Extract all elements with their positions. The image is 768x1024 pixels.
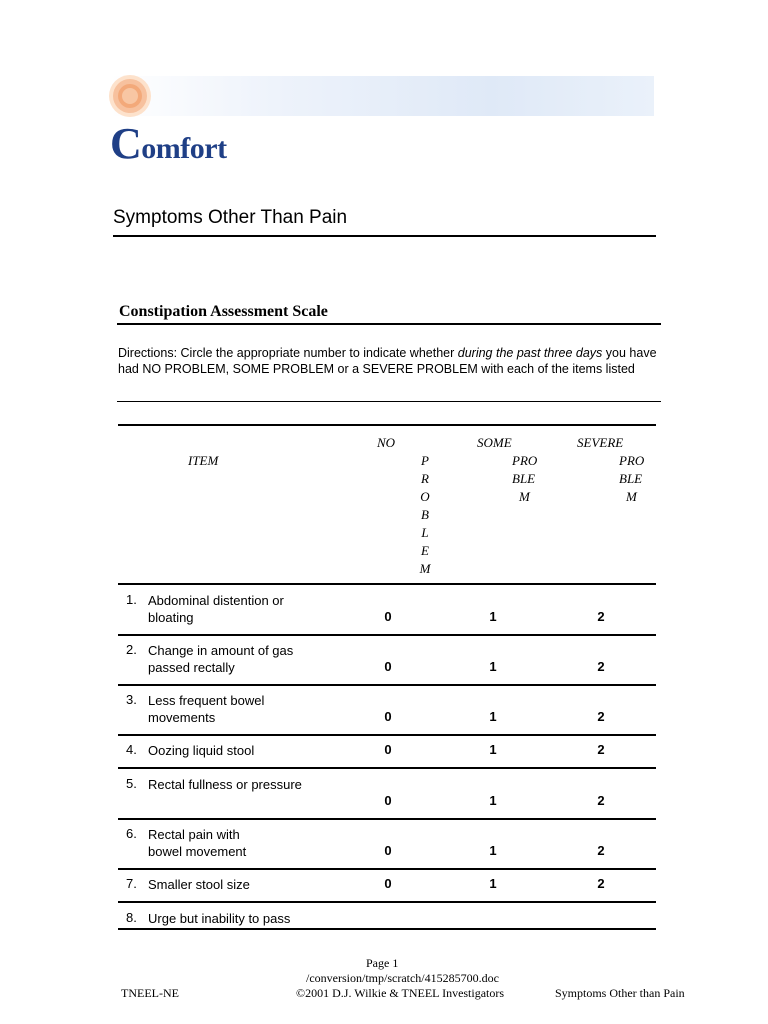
header-letter: M	[626, 489, 637, 504]
divider	[117, 401, 661, 402]
row-item-text	[148, 910, 290, 927]
table-row	[118, 910, 656, 928]
divider	[117, 323, 661, 325]
header-letter: P	[421, 453, 429, 468]
divider	[113, 235, 656, 237]
brand-logo: Comfort	[110, 119, 227, 168]
header-some: SOME	[477, 435, 512, 450]
header-letter: B	[421, 507, 429, 522]
item-line: Rectal pain with	[148, 827, 240, 842]
row-divider	[118, 684, 656, 686]
footer-file-path: /conversion/tmp/scratch/415285700.doc	[306, 971, 499, 985]
header-letter: M	[419, 561, 431, 576]
row-number: 7.	[126, 876, 137, 891]
row-number: 2.	[126, 642, 137, 657]
score-option[interactable]: 1	[489, 742, 497, 757]
table-row	[118, 642, 656, 684]
table-row	[118, 776, 656, 818]
row-number: 4.	[126, 742, 137, 757]
header-letter: O	[420, 489, 430, 504]
table-top-border	[118, 424, 656, 426]
sun-logo-icon	[107, 73, 153, 119]
header-letter: E	[421, 543, 429, 558]
footer-left: TNEEL-NE	[121, 986, 179, 1000]
row-item-text	[148, 776, 302, 793]
table-row	[118, 742, 656, 767]
header-bottom-border	[118, 583, 656, 585]
row-number: 1.	[126, 592, 137, 607]
score-option[interactable]: 0	[384, 709, 392, 724]
item-line: passed rectally	[148, 660, 235, 675]
header-letter: PRO	[619, 453, 645, 468]
header-no: NO	[377, 435, 396, 450]
footer-page-number: Page 1	[366, 956, 399, 970]
table-row	[118, 826, 656, 868]
score-option[interactable]: 0	[384, 793, 392, 808]
row-divider	[118, 734, 656, 736]
row-number: 5.	[126, 776, 137, 791]
footer-copyright: ©2001 D.J. Wilkie & TNEEL Investigators	[296, 986, 505, 1000]
row-item-text	[148, 592, 284, 626]
table-row	[118, 876, 656, 901]
score-option[interactable]: 1	[489, 876, 497, 891]
header-banner	[110, 76, 654, 116]
header-letter: L	[421, 525, 429, 540]
score-option[interactable]: 1	[489, 659, 497, 674]
score-option[interactable]: 0	[384, 659, 392, 674]
directions-text: Directions: Circle the appropriate number to indicate whether during the past three days you have had NO PROBLEM, SOME PROBLEM or a SEVERE PROBLEM with each of the items listed	[118, 346, 657, 376]
score-option[interactable]: 2	[597, 876, 605, 891]
score-option[interactable]: 1	[489, 709, 497, 724]
table-row	[118, 592, 656, 634]
item-line: Smaller stool size	[148, 877, 250, 892]
item-line: Oozing liquid stool	[148, 743, 255, 758]
item-line: Urge but inability to pass	[148, 911, 291, 926]
score-option[interactable]: 0	[384, 609, 392, 624]
header-letter: M	[519, 489, 530, 504]
table-row	[118, 692, 656, 734]
score-option[interactable]: 2	[597, 793, 605, 808]
header-letter: BLE	[512, 471, 536, 486]
row-item-text	[148, 876, 250, 893]
score-option[interactable]: 2	[597, 659, 605, 674]
item-line: Change in amount of gas	[148, 643, 294, 658]
score-option[interactable]: 2	[597, 609, 605, 624]
score-option[interactable]: 1	[489, 793, 497, 808]
row-item-text	[148, 692, 264, 726]
row-divider	[118, 767, 656, 769]
item-line: Abdominal distention or	[148, 593, 284, 608]
row-divider	[118, 901, 656, 903]
footer-right: Symptoms Other than Pain	[555, 986, 685, 1000]
row-item-text	[148, 742, 254, 759]
score-option[interactable]: 0	[384, 843, 392, 858]
row-divider	[118, 868, 656, 870]
item-line: Rectal fullness or pressure	[148, 777, 302, 792]
header-letter: R	[421, 471, 429, 486]
row-item-text	[148, 826, 246, 860]
row-number: 6.	[126, 826, 137, 841]
header-item: ITEM	[188, 453, 219, 468]
header-letter: BLE	[619, 471, 643, 486]
header-letter: PRO	[512, 453, 538, 468]
score-option[interactable]: 2	[597, 843, 605, 858]
item-line: bloating	[148, 610, 194, 625]
score-option[interactable]: 1	[489, 609, 497, 624]
header-severe: SEVERE	[577, 435, 624, 450]
page-title: Symptoms Other Than Pain	[113, 207, 348, 228]
row-number: 8.	[126, 910, 137, 925]
score-option[interactable]: 0	[384, 876, 392, 891]
row-divider	[118, 928, 656, 930]
item-line: Less frequent bowel	[148, 693, 265, 708]
score-option[interactable]: 0	[384, 742, 392, 757]
score-option[interactable]: 1	[489, 843, 497, 858]
row-divider	[118, 818, 656, 820]
scale-title: Constipation Assessment Scale	[119, 303, 328, 320]
item-line: bowel movement	[148, 844, 247, 859]
item-line: movements	[148, 710, 216, 725]
score-option[interactable]: 2	[597, 709, 605, 724]
row-number: 3.	[126, 692, 137, 707]
score-option[interactable]: 2	[597, 742, 605, 757]
row-divider	[118, 634, 656, 636]
row-item-text	[148, 642, 293, 676]
